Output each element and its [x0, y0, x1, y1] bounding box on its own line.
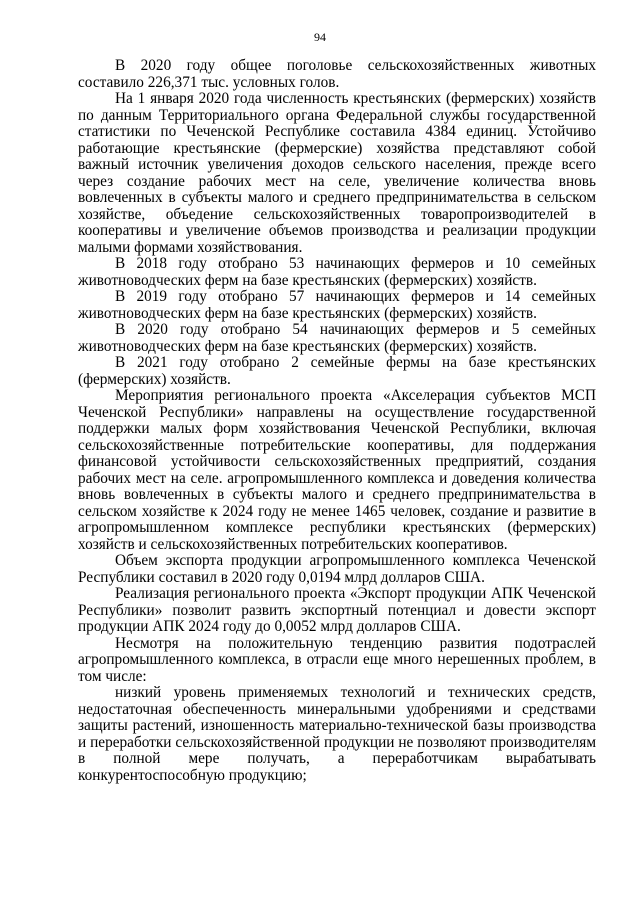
paragraph-selected-2018: В 2018 году отобрано 53 начинающих фермеров и 10 семейных животноводческих ферм на базе крестьянских (фермерских) хозяйств. [78, 255, 596, 289]
document-body [78, 58, 596, 784]
paragraph-problem-technology: низкий уровень применяемых технологий и технических средств, недостаточная обеспеченность минеральными удобрениями и средствами защиты растений, изношенность материально-технической базы производства и переработки сельскохозяйственной продукции не позволяют производителям в полной мере получать, а переработчикам вырабатывать конкурентоспособную продукцию; [78, 684, 596, 784]
paragraph-selected-2021: В 2021 году отобрано 2 семейные фермы на базе крестьянских (фермерских) хозяйств. [78, 354, 596, 388]
paragraph-export-volume: Объем экспорта продукции агропромышленного комплекса Чеченской Республики составил в 2020 году 0,0194 млрд долларов США. [78, 552, 596, 586]
paragraph-selected-2019: В 2019 году отобрано 57 начинающих фермеров и 14 семейных животноводческих ферм на базе крестьянских (фермерских) хозяйств. [78, 288, 596, 322]
paragraph-selected-2020: В 2020 году отобрано 54 начинающих фермеров и 5 семейных животноводческих ферм на базе крестьянских (фермерских) хозяйств. [78, 321, 596, 355]
paragraph-livestock-2020: В 2020 году общее поголовье сельскохозяйственных животных составило 226,371 тыс. условных голов. [78, 57, 596, 91]
paragraph-problems-intro: Несмотря на положительную тенденцию развития подотраслей агропромышленного комплекса, в отрасли еще много нерешенных проблем, в том числе: [78, 634, 596, 685]
page-number: 94 [314, 30, 326, 44]
paragraph-msp-acceleration: Мероприятия регионального проекта «Акселерация субъектов МСП Чеченской Республики» направлены на осуществление государственной поддержки малых форм хозяйствования Чеченской Республики, включая сельскохозяйственные потребительские кооперативы, для поддержания финансовой устойчивости сельскохозяйственных предприятий, создания рабочих мест на селе. агропромышленного комплекса и доведения количества вновь вовлеченных в субъекты малого и среднего предпринимательства в сельском хозяйстве к 2024 году не менее 1465 человек, создание и развитие в агропромышленном комплексе республики крестьянских (фермерских) хозяйств и сельскохозяйственных потребительских кооперативов. [78, 387, 596, 553]
paragraph-farms-count: На 1 января 2020 года численность крестьянских (фермерских) хозяйств по данным Территориального органа Федеральной службы государственной статистики по Чеченской Республике составила 4384 единиц. Устойчиво работающие крестьянские (фермерские) хозяйства представляют собой важный источник увеличения доходов сельского населения, прежде всего через создание рабочих мест на селе, увеличение количества вновь вовлеченных в субъекты малого и среднего предпринимательства в сельском хозяйстве, объедение сельскохозяйственных товаропроизводителей в кооперативы и увеличение объемов производства и реализации продукции малыми формами хозяйствования. [78, 90, 596, 256]
paragraph-export-project: Реализация регионального проекта «Экспорт продукции АПК Чеченской Республики» позволит развить экспортный потенциал и довести экспорт продукции АПК 2024 году до 0,0052 млрд долларов США. [78, 585, 596, 635]
